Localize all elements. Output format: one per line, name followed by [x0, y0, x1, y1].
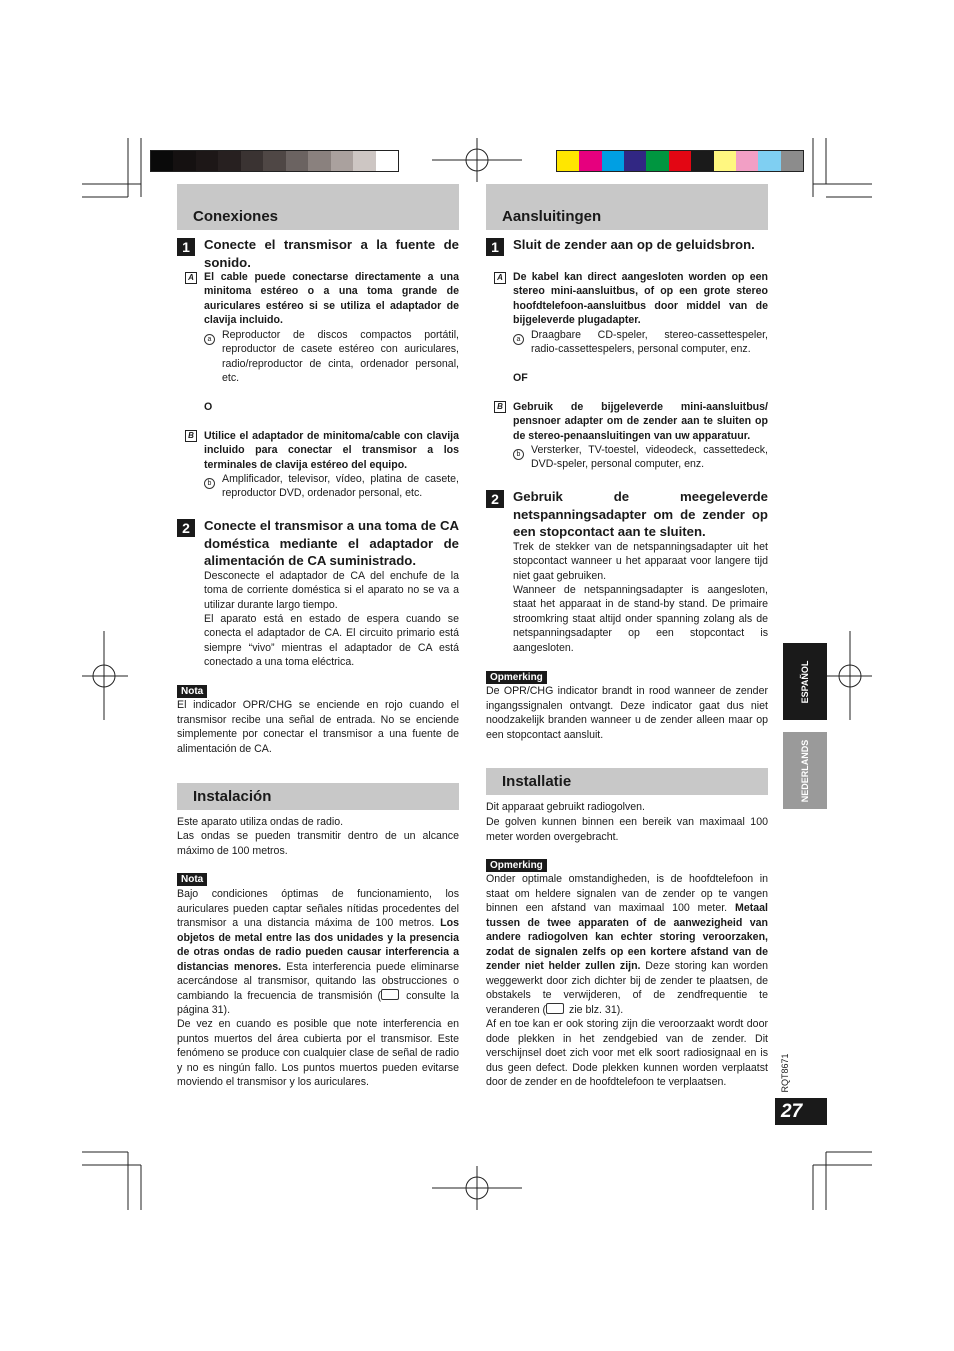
gray-swatch	[286, 151, 308, 171]
color-swatch	[602, 151, 624, 171]
circle-a-icon: a	[204, 329, 219, 347]
option-a-text: El cable puede conectarse directamente a una minitoma estéreo o a una toma grande de auriculares estéreo si se utiliza el adaptador de clavija incluido.	[204, 271, 459, 327]
color-swatch	[691, 151, 713, 171]
label-a-icon: A	[494, 272, 506, 284]
gray-swatch	[151, 151, 173, 171]
option-b-devices: Versterker, TV-toestel, videodeck, cassettedeck, DVD-speler, personal computer, enz.	[531, 444, 768, 471]
label-b-icon: B	[185, 430, 197, 442]
section-header-instalacion	[177, 783, 459, 810]
color-swatch	[646, 151, 668, 171]
install-text: Este aparato utiliza ondas de radio.	[177, 816, 344, 828]
circle-b-icon: b	[513, 444, 528, 462]
page-number: 27	[775, 1098, 827, 1125]
gray-swatch	[353, 151, 375, 171]
section-header-installatie	[486, 768, 768, 795]
grayscale-bar	[150, 150, 399, 172]
note-text: Af en toe kan er ook storing zijn die veroorzaakt wordt door dode plekken in het zendgebied van de zender. Dit verschijnsel doet zich voor met elk soort radiosignaal en is dus geen defect. Dode plekken kunnen worden verplaatst door de zender en de hoofdtelefoon te verplaatsen.	[486, 1018, 768, 1088]
gray-swatch	[173, 151, 195, 171]
circle-b-icon: b	[204, 473, 219, 491]
gray-swatch	[376, 151, 398, 171]
color-swatch	[624, 151, 646, 171]
option-b-text: Utilice el adaptador de minitoma/cable con clavija incluido para conectar el transmisor a los terminales de clavija estéreo del equipo.	[204, 430, 459, 471]
circle-a-icon: a	[513, 329, 528, 347]
note-text: El indicador OPR/CHG se enciende en rojo cuando el transmisor recibe una señal de entrada. No se enciende simplemente por conectar el transmisor a una fuente de alimentación de CA.	[177, 699, 459, 755]
color-swatch	[736, 151, 758, 171]
page-reference-icon	[381, 989, 399, 1000]
option-b-text: Gebruik de bijgeleverde mini-aansluitbus/ pensnoer adapter om de zender aan te sluiten op de stereo-penaansluitingen van uw apparatuur.	[513, 401, 768, 442]
install-text: Dit apparaat gebruikt radiogolven.	[486, 801, 646, 813]
step-text: Desconecte el adaptador de CA del enchufe de la toma de corriente doméstica si el aparato no se va a utilizar durante largo tiempo.	[204, 570, 459, 611]
option-a-devices: Draagbare CD-speler, stereo-cassettespeler, radio-cassettespelers, personal computer, enz.	[531, 329, 768, 356]
section-title: Aansluitingen	[502, 208, 602, 225]
gray-swatch	[196, 151, 218, 171]
language-tab-espanol: ESPAÑOL	[783, 643, 827, 720]
document-code: RQT8671	[780, 1053, 790, 1093]
color-swatch	[758, 151, 780, 171]
gray-swatch	[331, 151, 353, 171]
note-badge: Nota	[177, 873, 207, 886]
label-b-icon: B	[494, 401, 506, 413]
step-number: 2	[177, 519, 195, 537]
color-swatch	[781, 151, 803, 171]
note-text: De OPR/CHG indicator brandt in rood wanneer de zender ingangssignalen ontvangt. Deze indicator gaat dus niet noodzakelijk branden wanneer u de zender alleen maar op een stopcontact aansluit.	[486, 685, 768, 741]
note-badge: Nota	[177, 685, 207, 698]
note-text: Onder optimale omstandigheden, is de hoofdtelefoon in staat om heldere signalen van de zender op te vangen binnen een afstand van maximaal 100 meter. Metaal tussen de twee apparaten of de aanwezigheid van andere radiogolven kan echter storing veroorzaken, zodat de signalen zelfs op een kortere afstand van de zender niet helder zullen zijn. Deze storing kan worden weggewerkt door zich dichter bij de zender te plaatsen, de obstakels te verwijderen, of de zendfrequentie te veranderen ( zie blz. 31).	[486, 873, 768, 1016]
color-swatch	[669, 151, 691, 171]
step-number: 1	[177, 238, 195, 256]
step-title: Sluit de zender aan op de geluidsbron.	[513, 237, 755, 252]
note-text: De vez en cuando es posible que note interferencia en puntos muertos del área cubierta por el transmisor. Este fenómeno se produce con cualquier clase de señal de radio y no es ningún fallo. Los puntos muertos pueden evitarse moviendo el transmisor y los auriculares.	[177, 1018, 459, 1088]
gray-swatch	[263, 151, 285, 171]
label-a-icon: A	[185, 272, 197, 284]
option-a-devices: Reproductor de discos compactos portátil, reproductor de casete estéreo con auriculares, radio/reproductor de cinta, ordenador personal, etc.	[222, 329, 459, 385]
step-title: Conecte el transmisor a una toma de CA doméstica mediante el adaptador de alimentación de CA suministrado.	[204, 518, 459, 568]
section-title: Instalación	[193, 788, 272, 805]
color-bar	[556, 150, 804, 172]
step-text: Trek de stekker van de netspanningsadapter uit het stopcontact wanneer u het apparaat voor langere tijd niet gaat gebruiken.	[513, 541, 768, 582]
section-header-aansluitingen	[486, 184, 768, 230]
section-title: Installatie	[502, 773, 572, 790]
note-text: Bajo condiciones óptimas de funcionamiento, los auriculares pueden captar señales nítidas procedentes del transmisor a una distancia máxima de 100 metros. Los objetos de metal entre las dos unidades y la presencia de otras ondas de radio pueden causar interferencia a distancias menores. Esta interferencia puede eliminarse acercándose al transmisor, quitando las obstrucciones o cambiando la frecuencia de transmisión ( consulte la página 31).	[177, 888, 459, 1016]
gray-swatch	[308, 151, 330, 171]
option-b-devices: Amplificador, televisor, vídeo, platina de casete, reproductor DVD, ordenador personal, etc.	[222, 473, 459, 500]
gray-swatch	[218, 151, 240, 171]
or-text: OF	[513, 372, 528, 384]
language-tab-nederlands: NEDERLANDS	[783, 732, 827, 809]
step-text: El aparato está en estado de espera cuando se conecta el adaptador de CA. El circuito primario está siempre “vivo” mientras el adaptador de CA está conectado a una toma eléctrica.	[204, 613, 459, 669]
install-text: De golven kunnen binnen een bereik van maximaal 100 meter worden overgebracht.	[486, 816, 768, 843]
gray-swatch	[241, 151, 263, 171]
color-swatch	[579, 151, 601, 171]
note-badge: Opmerking	[486, 859, 547, 872]
install-text: Las ondas se pueden transmitir dentro de un alcance máximo de 100 metros.	[177, 830, 459, 857]
step-title: Conecte el transmisor a la fuente de sonido.	[204, 237, 459, 270]
color-swatch	[557, 151, 579, 171]
step-number: 2	[486, 490, 504, 508]
note-badge: Opmerking	[486, 671, 547, 684]
option-a-text: De kabel kan direct aangesloten worden op een stereo mini-aansluitbus, of op een grote stereo hoofdtelefoon-aansluitbus door middel van de bijgeleverde plugadapter.	[513, 271, 768, 327]
section-title: Conexiones	[193, 208, 279, 225]
step-text: Wanneer de netspanningsadapter is aangesloten, staat het apparaat in de stand-by stand. De primaire stroomkring staat altijd onder spanning zolang als de netspanningsadapter op een stopcontact is aangesloten.	[513, 584, 768, 654]
step-title: Gebruik de meegeleverde netspanningsadapter om de zender op een stopcontact aan te sluiten.	[513, 489, 768, 539]
section-header-conexiones	[177, 184, 459, 230]
page-reference-icon	[546, 1003, 564, 1014]
step-number: 1	[486, 238, 504, 256]
or-text: O	[204, 401, 213, 413]
color-swatch	[714, 151, 736, 171]
